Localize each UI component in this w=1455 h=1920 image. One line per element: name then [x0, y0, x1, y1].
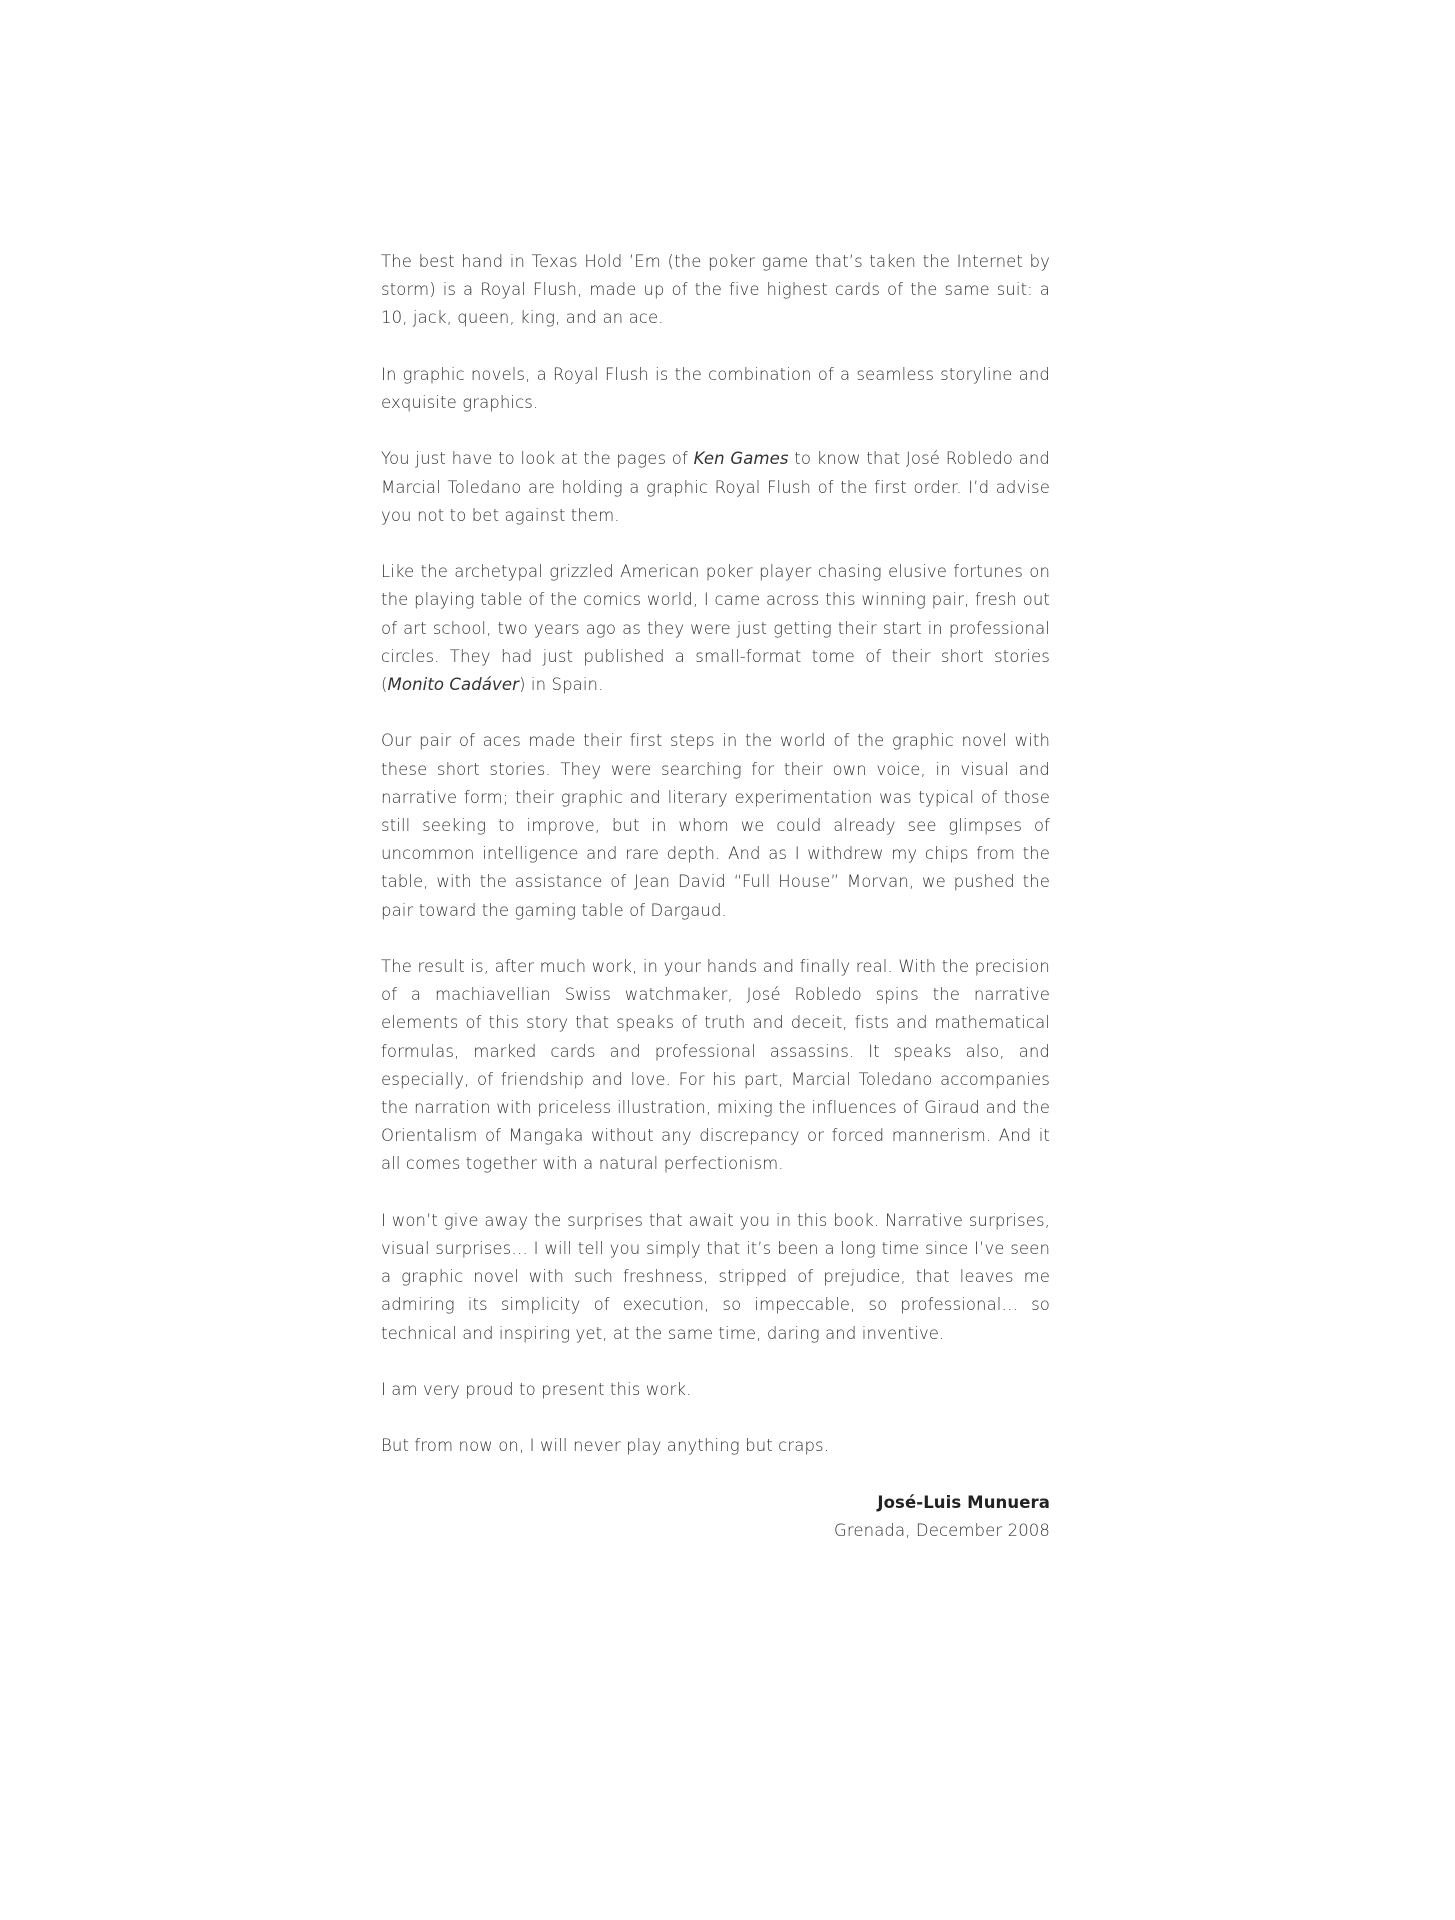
signature-place-date: Grenada, December 2008 [834, 1521, 1050, 1540]
paragraph-ken-games [381, 445, 1050, 530]
paragraph-poker-player [381, 558, 1050, 699]
signature-author: José-Luis Munuera [877, 1492, 1050, 1512]
paragraph-graphic-novels: In graphic novels, a Royal Flush is the combination of a seamless storyline and exquisite graphics. [381, 364, 1050, 412]
book-title-ken-games: Ken Games [693, 449, 789, 469]
signature-block [381, 1489, 1050, 1545]
paragraph-poker-player-after: ) in Spain. [519, 675, 604, 694]
paragraph-surprises: I won’t give away the surprises that await you in this book. Narrative surprises, visual surprises… I will tell you simply that it’s been a long time since I’ve seen a graphic novel with such freshness, stripped of prejudice, that leaves me admiring its simplicity of execution, so impeccable, so professional… so technical and inspiring yet, at the same time, daring and inventive. [381, 1210, 1050, 1343]
paragraph-royal-flush: The best hand in Texas Hold ’Em (the poker game that’s taken the Internet by storm) is a Royal Flush, made up of the five highest cards of the same suit: a 10, jack, queen, king, and an ace. [381, 252, 1050, 328]
paragraph-craps: But from now on, I will never play anything but craps. [381, 1436, 830, 1456]
paragraph-ken-games-before: You just have to look at the pages of [381, 449, 694, 469]
paragraph-poker-player-before: Like the archetypal grizzled American poker player chasing elusive fortunes on the playing table of the comics world, I came across this winning pair, fresh out of art school, two years ago as they were just getting their start in professional circles. They had just published a small-format tome of their short stories ( [381, 562, 1050, 694]
paragraph-proud: I am very proud to present this work. [381, 1380, 692, 1400]
paragraph-result: The result is, after much work, in your hands and finally real. With the precision of a machiavellian Swiss watchmaker, José Robledo spins the narrative elements of this story that speaks of truth and deceit, fists and mathematical formulas, marked cards and professional assassins. It speaks also, and especially, of friendship and love. For his part, Marcial Toledano accompanies the narration with priceless illustration, mixing the influences of Giraud and the Orientalism of Mangaka without any discrepancy or forced mannerism. And it all comes together with a natural perfectionism. [381, 957, 1050, 1174]
paragraph-ken-games-after: to know that José Robledo and Marcial Toledano are holding a graphic Royal Flush of the first order. I’d advise you not to bet against them. [381, 449, 1050, 525]
book-title-monito-cadaver: Monito Cadáver [387, 675, 520, 694]
paragraph-pair-of-aces: Our pair of aces made their first steps in the world of the graphic novel with these short stories. They were searching for their own voice, in visual and narrative form; their graphic and literary experimentation was typical of those still seeking to improve, but in whom we could already see glimpses of uncommon intelligence and rare depth. And as I withdrew my chips from the table, with the assistance of Jean David “Full House” Morvan, we pushed the pair toward the gaming table of Dargaud. [381, 731, 1050, 920]
foreword-text [381, 248, 1050, 1545]
